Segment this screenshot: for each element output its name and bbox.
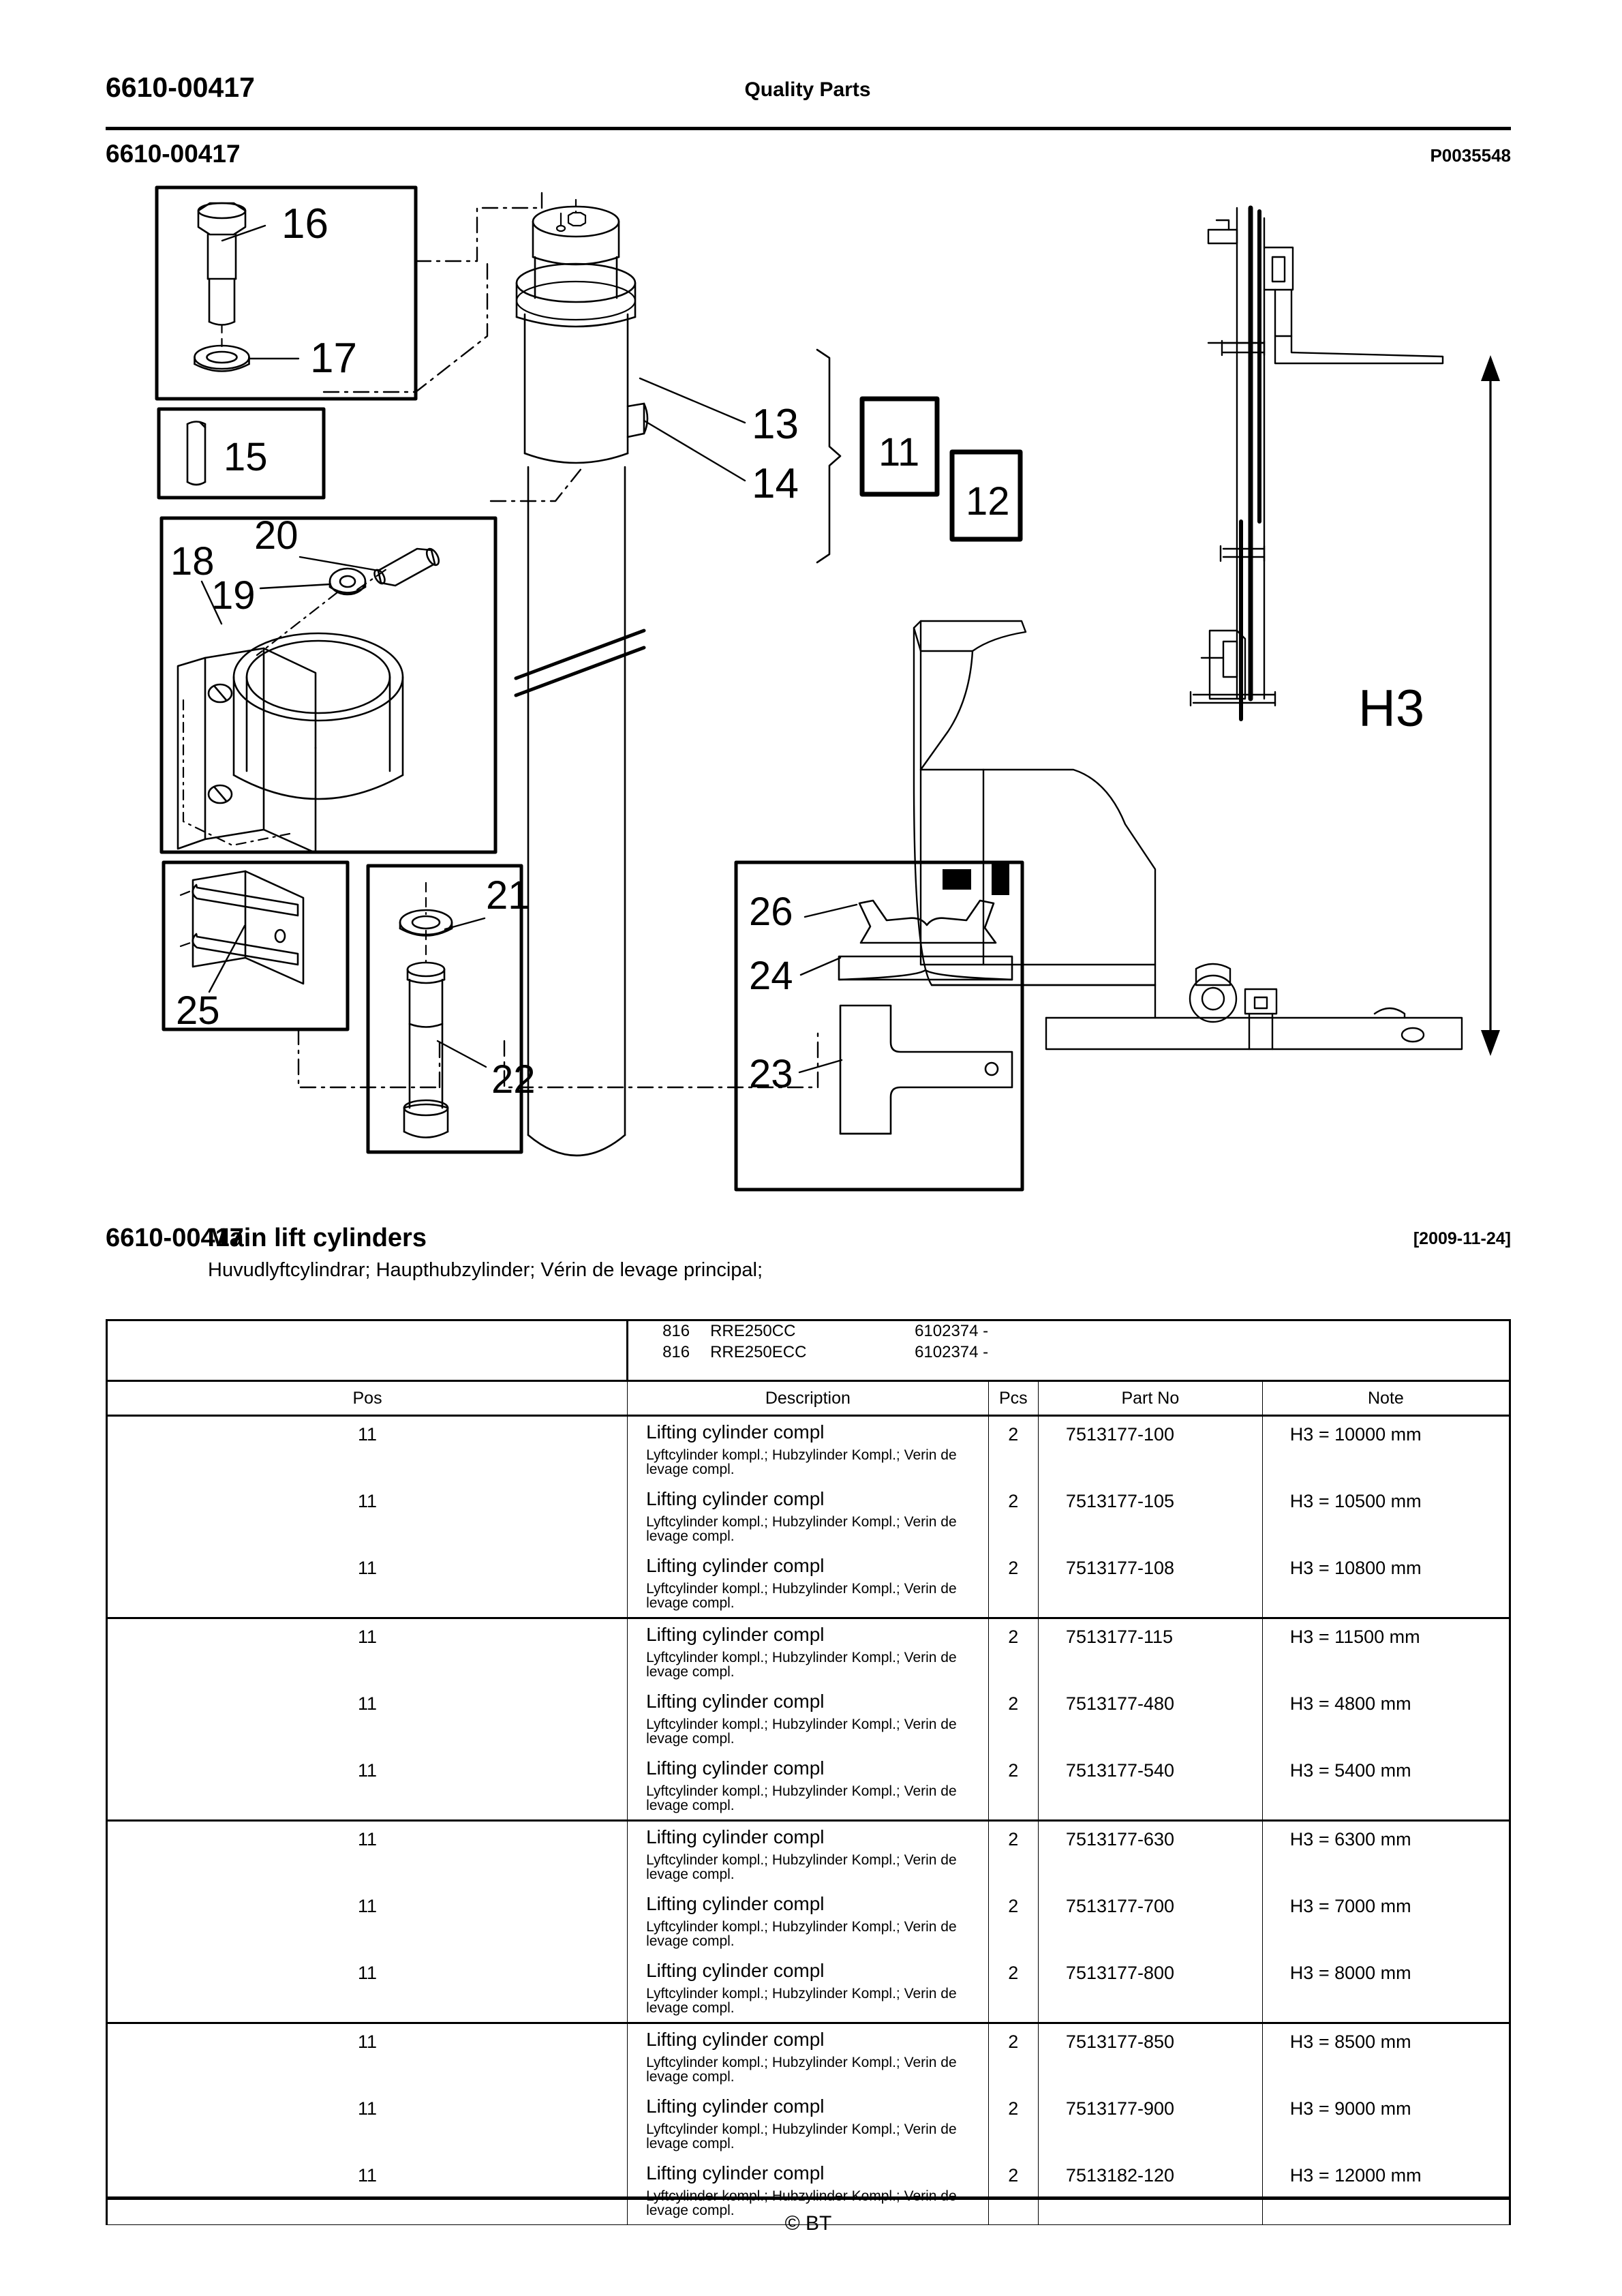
header-part-code: 6610-00417	[106, 72, 255, 103]
cell-part-no: 7513177-540	[1038, 1753, 1262, 1821]
header-brand-title: Quality Parts	[744, 78, 871, 101]
cell-part-no: 7513177-105	[1038, 1483, 1262, 1550]
header-divider	[106, 127, 1511, 130]
cell-part-no: 7513177-100	[1038, 1417, 1262, 1483]
section-code: 6610-00417	[106, 1224, 244, 1252]
table-row	[107, 2091, 1510, 2158]
long-bolt-part	[404, 963, 448, 1138]
cell-note: H3 = 6300 mm	[1262, 1821, 1510, 1889]
cell-pos: 11	[107, 1550, 628, 1618]
description-translations: Lyftcylinder kompl.; Hubzylinder Kompl.; Verin de levage compl.	[646, 2188, 957, 2218]
section-date: [2009-11-24]	[1413, 1229, 1511, 1248]
cell-pos: 11	[107, 1753, 628, 1821]
cell-note: H3 = 12000 mm	[1262, 2158, 1510, 2225]
column-header-description: Description	[628, 1381, 989, 1416]
cell-pos: 11	[107, 1821, 628, 1889]
model-serial: 6102374 -	[915, 1342, 989, 1361]
cell-description	[628, 1550, 989, 1618]
table-row	[107, 2023, 1510, 2091]
cell-part-no: 7513177-480	[1038, 1686, 1262, 1753]
description-translations: Lyftcylinder kompl.; Hubzylinder Kompl.; Verin de levage compl.	[646, 1514, 957, 1544]
section-title: Main lift cylinders	[208, 1224, 427, 1252]
cell-pos: 11	[107, 1686, 628, 1753]
cell-pos: 11	[107, 1618, 628, 1687]
cell-pcs: 2	[988, 2023, 1038, 2091]
cell-description	[628, 1686, 989, 1753]
model-id: 816	[662, 1342, 690, 1361]
cell-description	[628, 1483, 989, 1550]
cell-pos: 11	[107, 1417, 628, 1483]
model-entry	[628, 1342, 988, 1363]
description-translations: Lyftcylinder kompl.; Hubzylinder Kompl.; Verin de levage compl.	[646, 2055, 957, 2085]
footer-divider	[106, 2196, 1511, 2200]
callout-label-16: 16	[281, 200, 328, 247]
cell-note: H3 = 4800 mm	[1289, 1693, 1411, 1714]
callout-label-23: 23	[749, 1052, 793, 1096]
cell-pcs: 2	[988, 1686, 1038, 1753]
cell-pos: 11	[107, 2023, 628, 2091]
assembly-leader-lines	[299, 190, 818, 1087]
description-primary: Lifting cylinder compl	[646, 2029, 825, 2050]
cell-pcs: 2	[988, 1888, 1038, 1955]
description-translations: Lyftcylinder kompl.; Hubzylinder Kompl.; Verin de levage compl.	[646, 1581, 957, 1611]
table-row	[107, 1550, 1510, 1618]
cell-pos: 11	[107, 2158, 628, 2225]
description-primary: Lifting cylinder compl	[646, 1893, 825, 1914]
assembly-brace	[817, 350, 840, 562]
model-serial: 6102374 -	[915, 1322, 989, 1340]
h3-dimension-line	[1481, 355, 1500, 1056]
cell-note: H3 = 8000 mm	[1289, 1963, 1411, 1983]
model-name: RRE250ECC	[710, 1342, 807, 1361]
cell-pos: 11	[107, 1888, 628, 1955]
cell-part-no: 7513182-120	[1038, 2158, 1262, 2225]
table-header-row	[107, 1381, 1510, 1416]
callout-label-20: 20	[254, 513, 299, 558]
description-translations: Lyftcylinder kompl.; Hubzylinder Kompl.; Verin de levage compl.	[646, 1783, 957, 1813]
description-translations: Lyftcylinder kompl.; Hubzylinder Kompl.; Verin de levage compl.	[646, 1986, 957, 2016]
cell-pcs: 2	[988, 1618, 1038, 1687]
cell-note: H3 = 10000 mm	[1289, 1424, 1422, 1445]
callout-label-26: 26	[749, 890, 793, 934]
description-primary: Lifting cylinder compl	[646, 1691, 825, 1712]
cell-part-no: 7513177-850	[1038, 2023, 1262, 2091]
description-primary: Lifting cylinder compl	[646, 2096, 825, 2117]
callout-label-22: 22	[491, 1057, 536, 1102]
description-translations: Lyftcylinder kompl.; Hubzylinder Kompl.; Verin de levage compl.	[646, 1852, 957, 1882]
exploded-diagram	[106, 181, 1511, 1210]
model-entry	[628, 1321, 988, 1342]
cell-description	[628, 1955, 989, 2023]
page-header	[106, 72, 1510, 133]
model-list-cell	[628, 1320, 989, 1381]
cell-pcs: 2	[988, 1753, 1038, 1821]
cell-description	[628, 2023, 989, 2091]
cell-description	[628, 1417, 989, 1483]
parts-table-body	[107, 1320, 1510, 2225]
table-row	[107, 1417, 1510, 1483]
column-header-part-no: Part No	[1038, 1381, 1262, 1416]
description-translations: Lyftcylinder kompl.; Hubzylinder Kompl.; Verin de levage compl.	[646, 1717, 957, 1747]
parts-table	[106, 1319, 1511, 2225]
section-subtitle: Huvudlyftcylindrar; Haupthubzylinder; Vérin de levage principal;	[208, 1259, 763, 1281]
cell-note: H3 = 5400 mm	[1289, 1760, 1411, 1781]
callout-label-17: 17	[310, 335, 357, 382]
bracket-body-part	[178, 633, 403, 853]
description-primary: Lifting cylinder compl	[646, 1624, 825, 1645]
cell-note: H3 = 8500 mm	[1262, 2023, 1510, 2091]
model-name: RRE250CC	[710, 1322, 796, 1340]
t-plate-part	[840, 1006, 1012, 1134]
cell-pcs: 2	[988, 2158, 1038, 2225]
cell-description	[628, 1888, 989, 1955]
description-translations: Lyftcylinder kompl.; Hubzylinder Kompl.; Verin de levage compl.	[646, 1919, 957, 1949]
column-header-pcs: Pcs	[988, 1381, 1038, 1416]
description-primary: Lifting cylinder compl	[646, 2162, 825, 2184]
cell-part-no: 7513177-115	[1038, 1618, 1262, 1687]
cell-pos: 11	[107, 1483, 628, 1550]
model-id: 816	[662, 1322, 690, 1340]
callout-label-14: 14	[752, 460, 799, 507]
description-primary: Lifting cylinder compl	[646, 1826, 825, 1847]
cell-note: H3 = 7000 mm	[1289, 1896, 1411, 1916]
callout-label-18: 18	[170, 539, 215, 584]
h3-dimension-label: H3	[1358, 680, 1425, 738]
table-row	[107, 1483, 1510, 1550]
cell-pcs: 2	[988, 1550, 1038, 1618]
callout-label-24: 24	[749, 954, 793, 998]
cell-pos: 11	[107, 1955, 628, 2023]
description-translations: Lyftcylinder kompl.; Hubzylinder Kompl.; Verin de levage compl.	[646, 1650, 957, 1680]
footer-copyright: © BT	[784, 2212, 832, 2235]
description-primary: Lifting cylinder compl	[646, 1960, 825, 1981]
table-row	[107, 1686, 1510, 1753]
cell-part-no: 7513177-900	[1038, 2091, 1262, 2158]
callout-label-13: 13	[752, 401, 799, 448]
bent-clamp-part	[859, 901, 996, 943]
cell-description	[628, 1618, 989, 1687]
column-header-pos: Pos	[107, 1381, 628, 1416]
callout-label-12: 12	[966, 479, 1010, 524]
clamp-washer-part	[330, 569, 365, 594]
table-row	[107, 1955, 1510, 2023]
table-row	[107, 1753, 1510, 1821]
subheader-part-code: 6610-00417	[106, 140, 241, 168]
flat-washer-part	[195, 346, 249, 372]
dowel-pin-part	[187, 422, 205, 485]
callout-label-19: 19	[211, 573, 256, 618]
hex-bolt-part	[198, 203, 245, 325]
clamp-pin-part	[372, 547, 441, 586]
cell-part-no: 7513177-700	[1038, 1888, 1262, 1955]
description-primary: Lifting cylinder compl	[646, 1757, 825, 1779]
description-translations: Lyftcylinder kompl.; Hubzylinder Kompl.; Verin de levage compl.	[646, 2121, 957, 2151]
cell-pcs: 2	[988, 1483, 1038, 1550]
callout-label-15: 15	[224, 435, 268, 479]
cell-pcs: 2	[988, 1821, 1038, 1889]
model-applicability-row	[107, 1320, 1510, 1381]
model-blank-cell	[107, 1320, 628, 1381]
table-row	[107, 1618, 1510, 1687]
callout-label-21: 21	[486, 873, 530, 918]
cell-pcs: 2	[988, 1955, 1038, 2023]
cell-description	[628, 2091, 989, 2158]
cell-part-no: 7513177-800	[1038, 1955, 1262, 2023]
cell-pos: 11	[107, 2091, 628, 2158]
cell-note: H3 = 10800 mm	[1289, 1558, 1422, 1578]
description-primary: Lifting cylinder compl	[646, 1555, 825, 1576]
reach-truck-illustration	[914, 208, 1462, 1049]
description-primary: Lifting cylinder compl	[646, 1488, 825, 1509]
flat-plate-part	[193, 871, 303, 984]
table-row	[107, 1821, 1510, 1889]
cell-description	[628, 1821, 989, 1889]
cell-pcs: 2	[988, 2091, 1038, 2158]
cell-note: H3 = 9000 mm	[1289, 2098, 1411, 2119]
description-translations: Lyftcylinder kompl.; Hubzylinder Kompl.; Verin de levage compl.	[646, 1447, 957, 1477]
description-primary: Lifting cylinder compl	[646, 1421, 825, 1442]
callout-label-25: 25	[176, 988, 220, 1033]
main-lift-cylinder-drawing	[516, 200, 745, 1155]
cell-part-no: 7513177-108	[1038, 1550, 1262, 1618]
callout-label-11: 11	[878, 430, 920, 474]
cell-note: H3 = 10500 mm	[1289, 1491, 1422, 1511]
cell-note: H3 = 11500 mm	[1262, 1618, 1510, 1687]
sub-header	[106, 140, 1511, 174]
section-title-block	[106, 1224, 1511, 1305]
cell-part-no: 7513177-630	[1038, 1821, 1262, 1889]
cell-pcs: 2	[988, 1417, 1038, 1483]
subheader-drawing-number: P0035548	[1430, 145, 1511, 166]
table-row	[107, 1888, 1510, 1955]
cell-description	[628, 1753, 989, 1821]
column-header-note: Note	[1262, 1381, 1510, 1416]
